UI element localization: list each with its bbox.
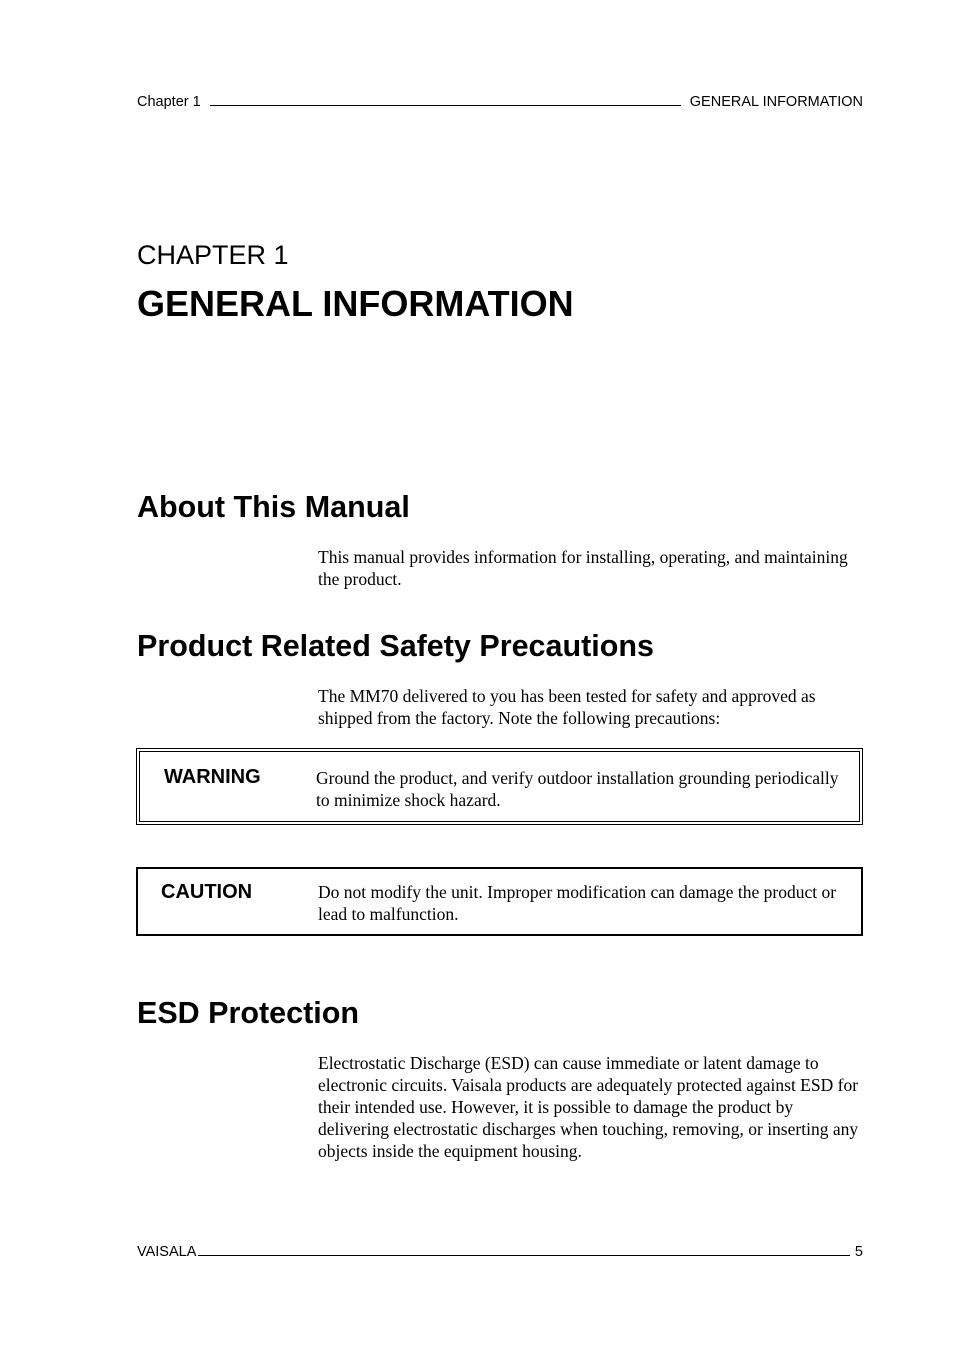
warning-text: Ground the product, and verify outdoor installation grounding periodically to minimize shock hazard. — [316, 768, 839, 810]
header-section-title: GENERAL INFORMATION — [689, 94, 863, 110]
about-manual-heading: About This Manual — [137, 490, 410, 524]
header-chapter-label: Chapter 1 — [137, 94, 201, 110]
caution-text: Do not modify the unit. Improper modification can damage the product or lead to malfunction. — [318, 882, 837, 924]
footer-company: VAISALA — [137, 1244, 197, 1260]
warning-label: WARNING — [164, 766, 261, 788]
warning-box — [136, 748, 863, 825]
page-number: 5 — [854, 1244, 863, 1260]
header-rule — [210, 105, 681, 106]
chapter-title: GENERAL INFORMATION — [137, 283, 574, 324]
esd-protection-text: Electrostatic Discharge (ESD) can cause immediate or latent damage to electronic circuits. Vaisala products are adequately protected against ESD for their intended use. However, it is possible to damage the product by delivering electrostatic discharges when touching, removing, or inserting any objects inside the equipment housing. — [318, 1053, 859, 1161]
about-manual-text: This manual provides information for installing, operating, and maintaining the product. — [318, 547, 848, 589]
safety-precautions-text: The MM70 delivered to you has been tested for safety and approved as shipped from the factory. Note the following precautions: — [318, 686, 816, 728]
safety-precautions-heading: Product Related Safety Precautions — [137, 629, 654, 663]
page-header — [137, 90, 863, 110]
caution-label: CAUTION — [161, 881, 253, 903]
page-footer — [137, 1240, 863, 1260]
footer-rule — [198, 1255, 850, 1256]
chapter-number: CHAPTER 1 — [137, 240, 289, 270]
esd-protection-heading: ESD Protection — [137, 996, 360, 1030]
caution-box — [136, 867, 863, 936]
